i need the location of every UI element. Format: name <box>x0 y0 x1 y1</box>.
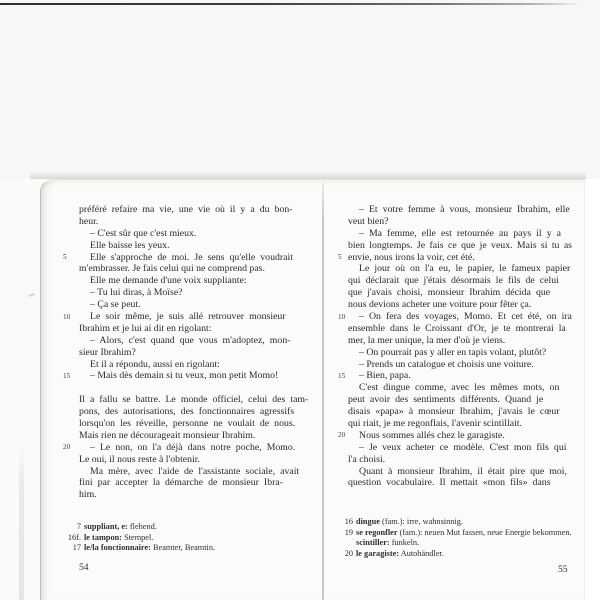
footnote <box>63 543 317 554</box>
line-text: him. <box>79 489 97 501</box>
scan-edge-line-top <box>0 3 582 5</box>
line-text: – Mais dès demain si tu veux, mon petit Momo! <box>90 370 279 382</box>
line-text: Quant à monsieur Ibrahim, il était pire que moi, <box>359 465 567 477</box>
line-text: Le jour où on l'a eu, le papier, le fameux papier <box>359 263 571 275</box>
footnote-number: 17 <box>72 543 81 552</box>
line-text: l'a choisi. <box>348 453 386 465</box>
text-line <box>79 406 311 418</box>
line-text: nous devions acheter une voiture pour fêter ça. <box>348 299 532 311</box>
margin-line-number: 15 <box>338 371 346 380</box>
footnote <box>335 528 585 539</box>
footnote-number: 16f. <box>67 532 81 542</box>
line-text: envie, nous irons la voir, cet été. <box>348 251 475 263</box>
text-line <box>79 240 311 252</box>
line-text: Elle s'approche de moi. Je sens qu'elle voudrait <box>90 251 293 263</box>
scan-background-upper <box>0 0 600 179</box>
line-text: peut avoir des sentiments différents. Quand je <box>348 394 544 406</box>
text-line <box>79 489 311 501</box>
text-line <box>338 311 572 323</box>
text-line <box>348 466 572 478</box>
text-line <box>348 228 572 240</box>
text-line <box>348 299 572 311</box>
line-text: – Le non, on l'a déjà dans notre poche, Momo. <box>90 441 296 453</box>
line-text: Le oui, il nous reste à l'obtenir. <box>79 453 200 465</box>
text-line <box>63 441 311 454</box>
text-line <box>338 251 572 264</box>
line-text: C'est dingue comme, avec les mêmes mots, on <box>359 382 560 394</box>
book-page-sheet <box>40 179 585 600</box>
line-text: – On fera des voyages, Momo. Et cet été, on ira <box>359 311 572 323</box>
footnote-text: scintiller: funkeln. <box>356 538 420 547</box>
text-line <box>79 204 311 216</box>
margin-line-number: 20 <box>63 443 71 452</box>
footnote-number: 7 <box>76 522 81 531</box>
line-text: – Bien, papa. <box>359 370 411 382</box>
text-line <box>348 275 572 287</box>
text-line <box>63 311 311 323</box>
footnote-text: le tampon: Stempel. <box>84 532 154 542</box>
footnote-number: 16 <box>344 517 353 526</box>
text-line <box>348 359 572 371</box>
margin-line-number: 10 <box>63 312 71 321</box>
margin-line-number: 15 <box>63 371 71 380</box>
line-text: – Je veux acheter ce modèle. C'est mon fils qui <box>359 441 567 453</box>
line-text: mer, la mer unique, la mer d'où je viens. <box>348 334 506 346</box>
line-text: m'embrasser. Je fais celui qui ne comprend pas. <box>79 263 265 275</box>
footnote <box>335 549 585 560</box>
text-line <box>348 335 572 347</box>
text-line <box>348 287 572 299</box>
text-line <box>338 370 572 382</box>
text-line <box>79 228 311 240</box>
line-text: heur. <box>79 215 99 227</box>
line-text: – Et votre femme à vous, monsieur Ibrahim, elle <box>359 204 570 215</box>
line-text: Ibrahim et je lui ai dit en rigolant: <box>79 322 212 334</box>
footnote <box>63 522 317 533</box>
text-line <box>79 216 311 228</box>
text-line <box>348 240 572 252</box>
footnote-text: dingue (fam.): irre, wahnsinnig. <box>356 517 463 526</box>
footnote-text: le garagiste: Autohändler. <box>356 548 444 558</box>
text-line <box>348 394 572 406</box>
footnotes <box>63 522 317 554</box>
footnotes <box>335 517 585 559</box>
line-text: préféré refaire ma vie, une vie où il y a du bon- <box>79 204 293 215</box>
text-line <box>79 299 311 311</box>
footnote <box>335 538 585 549</box>
line-text: – Alors, c'est quand que vous m'adoptez, mon- <box>90 334 291 346</box>
line-text: lorsqu'on les réveille, personne ne voulait de nous. <box>79 418 296 430</box>
text-line <box>63 251 311 264</box>
line-text: fini par accepter la démarche de monsieur Ibra- <box>79 477 283 489</box>
page-edge-artifact <box>19 445 24 600</box>
page-number-right: 55 <box>558 564 568 575</box>
margin-line-number: 10 <box>338 312 346 321</box>
text-line <box>348 216 572 228</box>
footnote-number: 20 <box>344 548 353 558</box>
text-line <box>348 477 572 489</box>
line-text: – On pourrait pas y aller en tapis volant, plutôt? <box>359 346 547 358</box>
text-line <box>348 454 572 466</box>
text-line <box>348 204 572 216</box>
text-line <box>348 382 572 394</box>
line-text: ensemble dans le Croissant d'Or, je te montrerai la <box>348 322 566 334</box>
page-number-left: 54 <box>79 562 89 573</box>
text-line <box>79 335 311 347</box>
line-text: Nous sommes allés chez le garagiste. <box>359 429 505 441</box>
text-line <box>348 347 572 359</box>
margin-line-number: 5 <box>338 253 342 262</box>
right-page <box>323 180 584 600</box>
footnote <box>335 517 585 528</box>
blank-line <box>79 382 311 394</box>
line-text: veut bien? <box>348 215 389 227</box>
page-top-edge-shadow <box>30 171 586 179</box>
text-line <box>79 347 311 359</box>
text-line <box>338 429 572 442</box>
text-line <box>79 287 311 299</box>
text-line <box>348 323 572 335</box>
text-line <box>79 418 311 430</box>
margin-line-number: 20 <box>338 431 346 440</box>
text-line <box>79 477 311 489</box>
line-text: – Prends un catalogue et choisis une voiture. <box>359 358 534 370</box>
text-lines <box>63 204 311 501</box>
footnote-text: se regonfler (fam.): neuen Mut fassen, neue Energie bekommen. <box>356 527 572 537</box>
text-line <box>79 359 311 371</box>
text-line <box>348 406 572 418</box>
text-line <box>79 466 311 478</box>
line-text: disais «papa» à monsieur Ibrahim, j'avais le cœur <box>348 406 560 418</box>
text-line <box>63 370 311 382</box>
line-text: bien longtemps. Je fais ce que je veux. Mais si tu as <box>348 239 572 251</box>
footnote-text: suppliant, e: flehend. <box>84 522 157 531</box>
text-line <box>79 275 311 287</box>
line-text: – Tu lui diras, à Moïse? <box>90 287 183 299</box>
text-line <box>79 454 311 466</box>
text-line <box>79 323 311 335</box>
text-line <box>348 442 572 454</box>
footnote-number <box>335 538 353 549</box>
line-text: – C'est sûr que c'est mieux. <box>90 227 197 239</box>
line-text: qui riait, je me regonflais, l'avenir scintillait. <box>348 418 522 430</box>
line-text: Elle me demande d'une voix suppliante: <box>90 275 247 287</box>
line-text: Ma mère, avec l'aide de l'assistante sociale, avait <box>90 465 300 477</box>
line-text: question vocabulaire. Il mettait «mon fils» dans <box>348 477 551 489</box>
line-text: Mais rien ne décourageait monsieur Ibrahim. <box>79 429 256 441</box>
text-line <box>348 263 572 275</box>
footnote-text: le/la fonctionnaire: Beamter, Beamtin. <box>84 543 216 552</box>
text-line <box>348 418 572 430</box>
left-page <box>41 180 322 600</box>
line-text: Et il a répondu, aussi en rigolant: <box>90 358 220 370</box>
line-text: que j'avais choisi, monsieur Ibrahim décida que <box>348 287 551 299</box>
text-line <box>79 430 311 442</box>
line-text: pons, des autorisations, des fonctionnaires agressifs <box>79 406 295 418</box>
margin-line-number: 5 <box>63 253 67 262</box>
line-text: – Ça se peut. <box>90 299 141 311</box>
line-text: Le soir même, je suis allé retrouver monsieur <box>90 311 286 323</box>
line-text: sieur Ibrahim? <box>79 346 136 358</box>
line-text: – Ma femme, elle est retournée au pays il y a <box>359 227 562 239</box>
text-lines <box>338 204 572 489</box>
text-line <box>79 394 311 406</box>
footnote <box>63 533 317 544</box>
footnote-number: 19 <box>344 527 353 537</box>
line-text: Elle baisse les yeux. <box>90 239 170 251</box>
line-text: qui déclarait que j'étais désormais le fils de celui <box>348 275 559 287</box>
line-text: Il a fallu se battre. Le monde officiel, celui des tam- <box>79 394 309 406</box>
text-line <box>79 263 311 275</box>
